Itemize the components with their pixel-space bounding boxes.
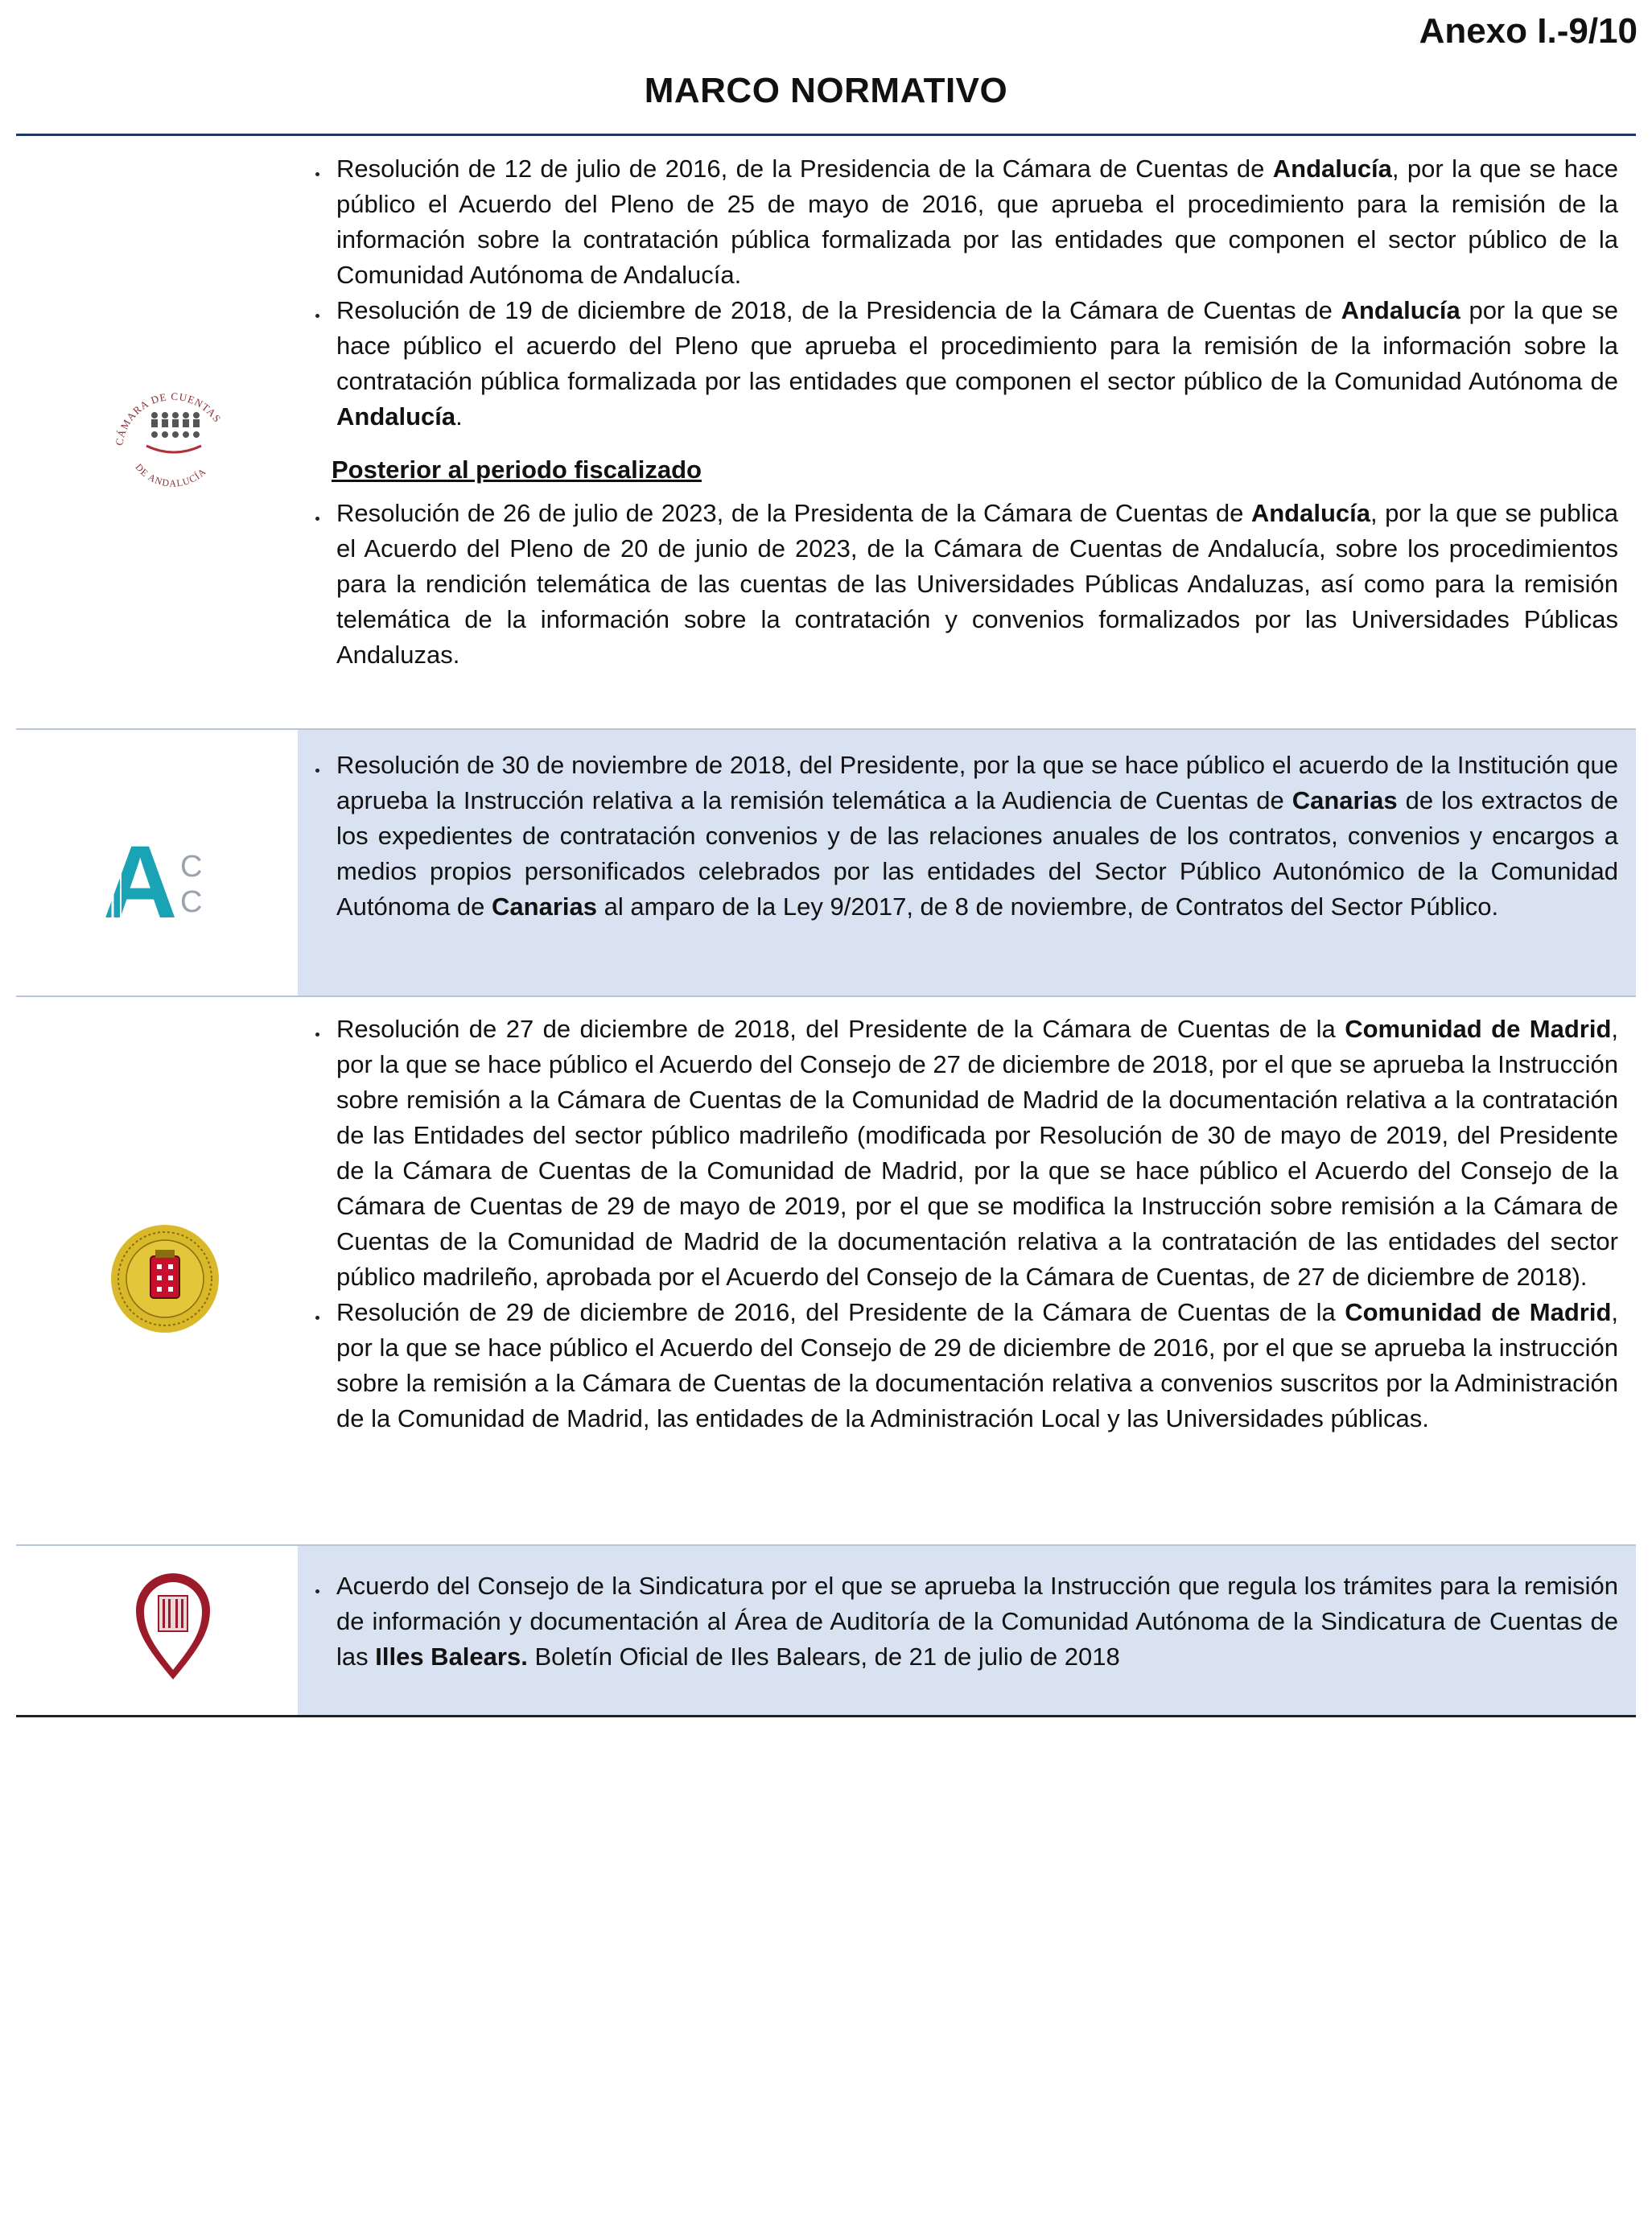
sindicatura-baleares-logo [133,1570,213,1683]
baleares-text [298,1546,1636,1715]
svg-text:A: A [103,835,178,927]
madrid-item-1: Resolución de 27 de diciembre de 2018, del Presidente de la Cámara de Cuentas de la Comunidad de Madrid, por la que se hace público el Acuerdo del Consejo de 27 de diciembre de 2018, por el que se aprueba la Instrucción sobre remisión a la Cámara de Cuentas de la Comunidad de Madrid de la documentación relativa a la contratación de las Entidades del sector público madrileño (modificada por Resolución de 30 de mayo de 2019, del Presidente de la Cámara de Cuentas de la Comunidad de Madrid, por la que se hace público el Acuerdo del Consejo de la Cámara de Cuentas de 29 de mayo de 2019, por el que se modifica la Instrucción sobre remisión a la Cámara de Cuentas de la Comunidad de Madrid de la documentación relativa a la contratación de las entidades del sector público madrileño, aprobada por el Acuerdo del Consejo de la Cámara de Cuentas, de 27 de diciembre de 2018). [336,1012,1618,1295]
madrid-item-2: Resolución de 29 de diciembre de 2016, del Presidente de la Cámara de Cuentas de la Comunidad de Madrid, por la que se hace público el Acuerdo del Consejo de 29 de diciembre de 2016, por el que se aprueba la instrucción sobre la remisión a la Cámara de Cuentas de la documentación relativa a convenios suscritos por la Administración de la Comunidad de Madrid, las entidades de la Administración Local y las Universidades públicas. [336,1295,1618,1436]
section-andalucia [16,137,1636,728]
andalucia-item-3: Resolución de 26 de julio de 2023, de la Presidenta de la Cámara de Cuentas de Andalucía, por la que se publica el Acuerdo del Pleno de 20 de junio de 2023, de la Cámara de Cuentas de Andalucía, sobre los procedimientos para la rendición telemática de las cuentas de las Universidades Públicas Andaluzas, así como para la remisión telemática de la información sobre la contratación y convenios formalizados por las Universidades Públicas Andaluzas. [336,496,1618,673]
svg-text:C: C [180,885,203,919]
svg-text:CÁMARA DE CUENTAS: CÁMARA DE CUENTAS [113,390,225,447]
baleares-item-1: Acuerdo del Consejo de la Sindicatura por el que se aprueba la Instrucción que regula los trámites para la remisión de información y documentación al Área de Auditoría de la Comunidad Autónoma de la Sindicatura de Cuentas de las Illes Balears. Boletín Oficial de Iles Balears, de 21 de julio de 2018 [336,1568,1618,1675]
andalucia-item-2: Resolución de 19 de diciembre de 2018, de la Presidencia de la Cámara de Cuentas de Andalucía por la que se hace público el acuerdo del Pleno que aprueba el procedimiento para la remisión de la información sobre la contratación pública formalizada por las entidades que componen el sector público de la Comunidad Autónoma de Andalucía. [336,293,1618,435]
annex-label: Anexo I.-9/10 [1419,11,1638,51]
bottom-rule [16,1715,1636,1717]
page-title: MARCO NORMATIVO [644,71,1008,110]
top-rule [16,134,1636,136]
canarias-text [298,730,1636,995]
audiencia-canarias-logo [97,835,225,927]
andalucia-item-1: Resolución de 12 de julio de 2016, de la Presidencia de la Cámara de Cuentas de Andalucía, por la que se hace público el Acuerdo del Pleno de 25 de mayo de 2016, que aprueba el procedimiento para la remisión de la información sobre la contratación pública formalizada por las entidades que componen el sector público de la Comunidad Autónoma de Andalucía. [336,151,1618,293]
baleares-logo-cell [16,1546,298,1715]
canarias-item-1: Resolución de 30 de noviembre de 2018, del Presidente, por la que se hace público el acuerdo de la Institución que aprueba la Instrucción relativa a la remisión telemática a la Audiencia de Cuentas de Canarias de los extractos de los expedientes de contratación convenios y de las relaciones anuales de los contratos, convenios y encargos a medios propios personificados celebrados por las entidades del Sector Público Autonómico de la Comunidad Autónoma de Canarias al amparo de la Ley 9/2017, de 8 de noviembre, de Contratos del Sector Público. [336,748,1618,925]
andalucia-text [298,137,1636,728]
andalucia-logo-cell [16,137,298,728]
camara-andalucia-logo [105,362,241,499]
madrid-logo-cell [16,997,298,1544]
svg-text:C: C [180,850,203,884]
section-madrid [16,997,1636,1544]
camara-madrid-seal-icon [109,1222,221,1335]
section-canarias [16,730,1636,995]
canarias-logo-cell [16,730,298,995]
madrid-text [298,997,1636,1544]
section-baleares [16,1546,1636,1715]
subheading-posterior: Posterior al periodo fiscalizado [332,455,702,484]
svg-text:DE ANDALUCÍA: DE ANDALUCÍA [133,461,209,489]
